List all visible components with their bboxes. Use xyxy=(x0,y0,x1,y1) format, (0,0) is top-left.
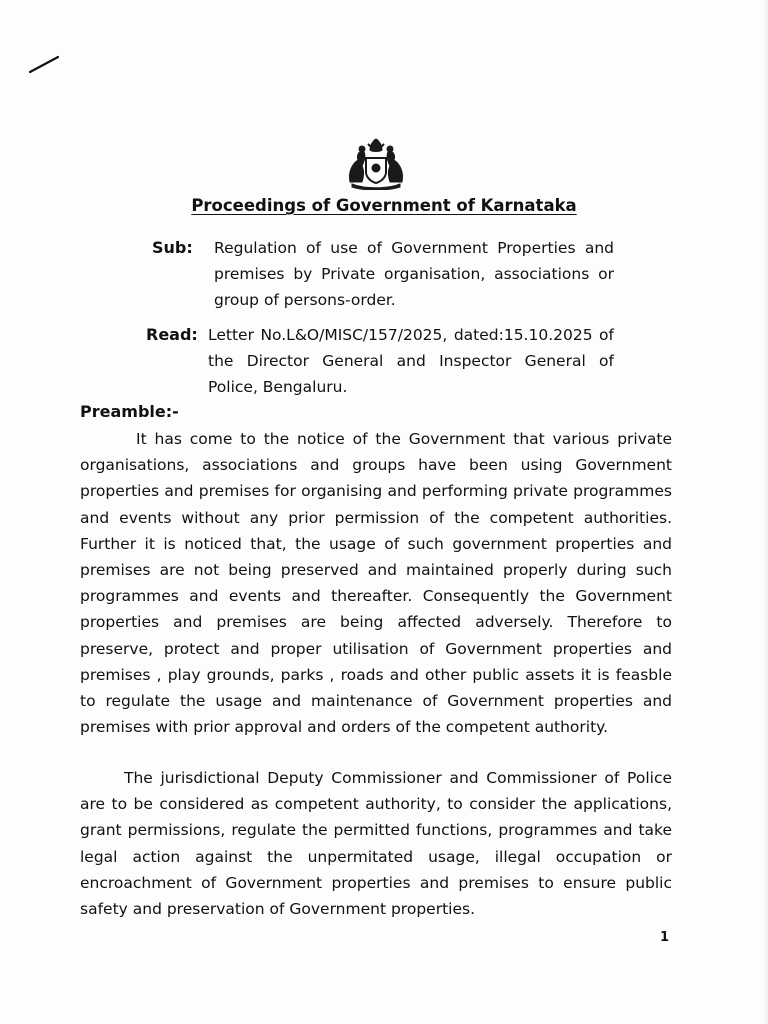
read-label: Read: xyxy=(146,325,198,344)
page-number: 1 xyxy=(660,930,670,945)
read-text: Letter No.L&O/MISC/157/2025, dated:15.10.2025 of the Director General and Inspector General of Police, Bengaluru. xyxy=(208,326,614,396)
document-title: Proceedings of Government of Karnataka xyxy=(191,196,577,215)
subject-text: Regulation of use of Government Properties and premises by Private organisation, associations or group of persons-order. xyxy=(214,239,614,309)
subject-label: Sub: xyxy=(152,238,193,257)
body-paragraph: The jurisdictional Deputy Commissioner and Commissioner of Police are to be considered as competent authority, to consider the applications, grant permissions, regulate the permitted functions, programmes and take legal action against the unpermitated usage, illegal occupation or encroachment of Government properties and premises to ensure public safety and preservation of Government properties. xyxy=(80,769,672,919)
body-paragraph: It has come to the notice of the Government that various private organisations, associations and groups have been using Government properties and premises for organising and performing private programmes and events without any prior permission of the competent authorities. Further it is noticed that, the usage of such government properties and premises are not being preserved and maintained properly during such programmes and events and thereafter. Consequently the Government properties and premises are being affected adversely. Therefore to preserve, protect and proper utilisation of Government properties and premises , play grounds, parks , roads and other public assets it is feasble to regulate the usage and maintenance of Government properties and premises with prior approval and orders of the competent authority. xyxy=(80,430,672,737)
pen-stroke-mark xyxy=(28,54,62,74)
karnataka-state-emblem-icon xyxy=(344,136,408,190)
scan-edge-shadow xyxy=(762,0,768,1024)
preamble-heading: Preamble:- xyxy=(80,402,179,421)
